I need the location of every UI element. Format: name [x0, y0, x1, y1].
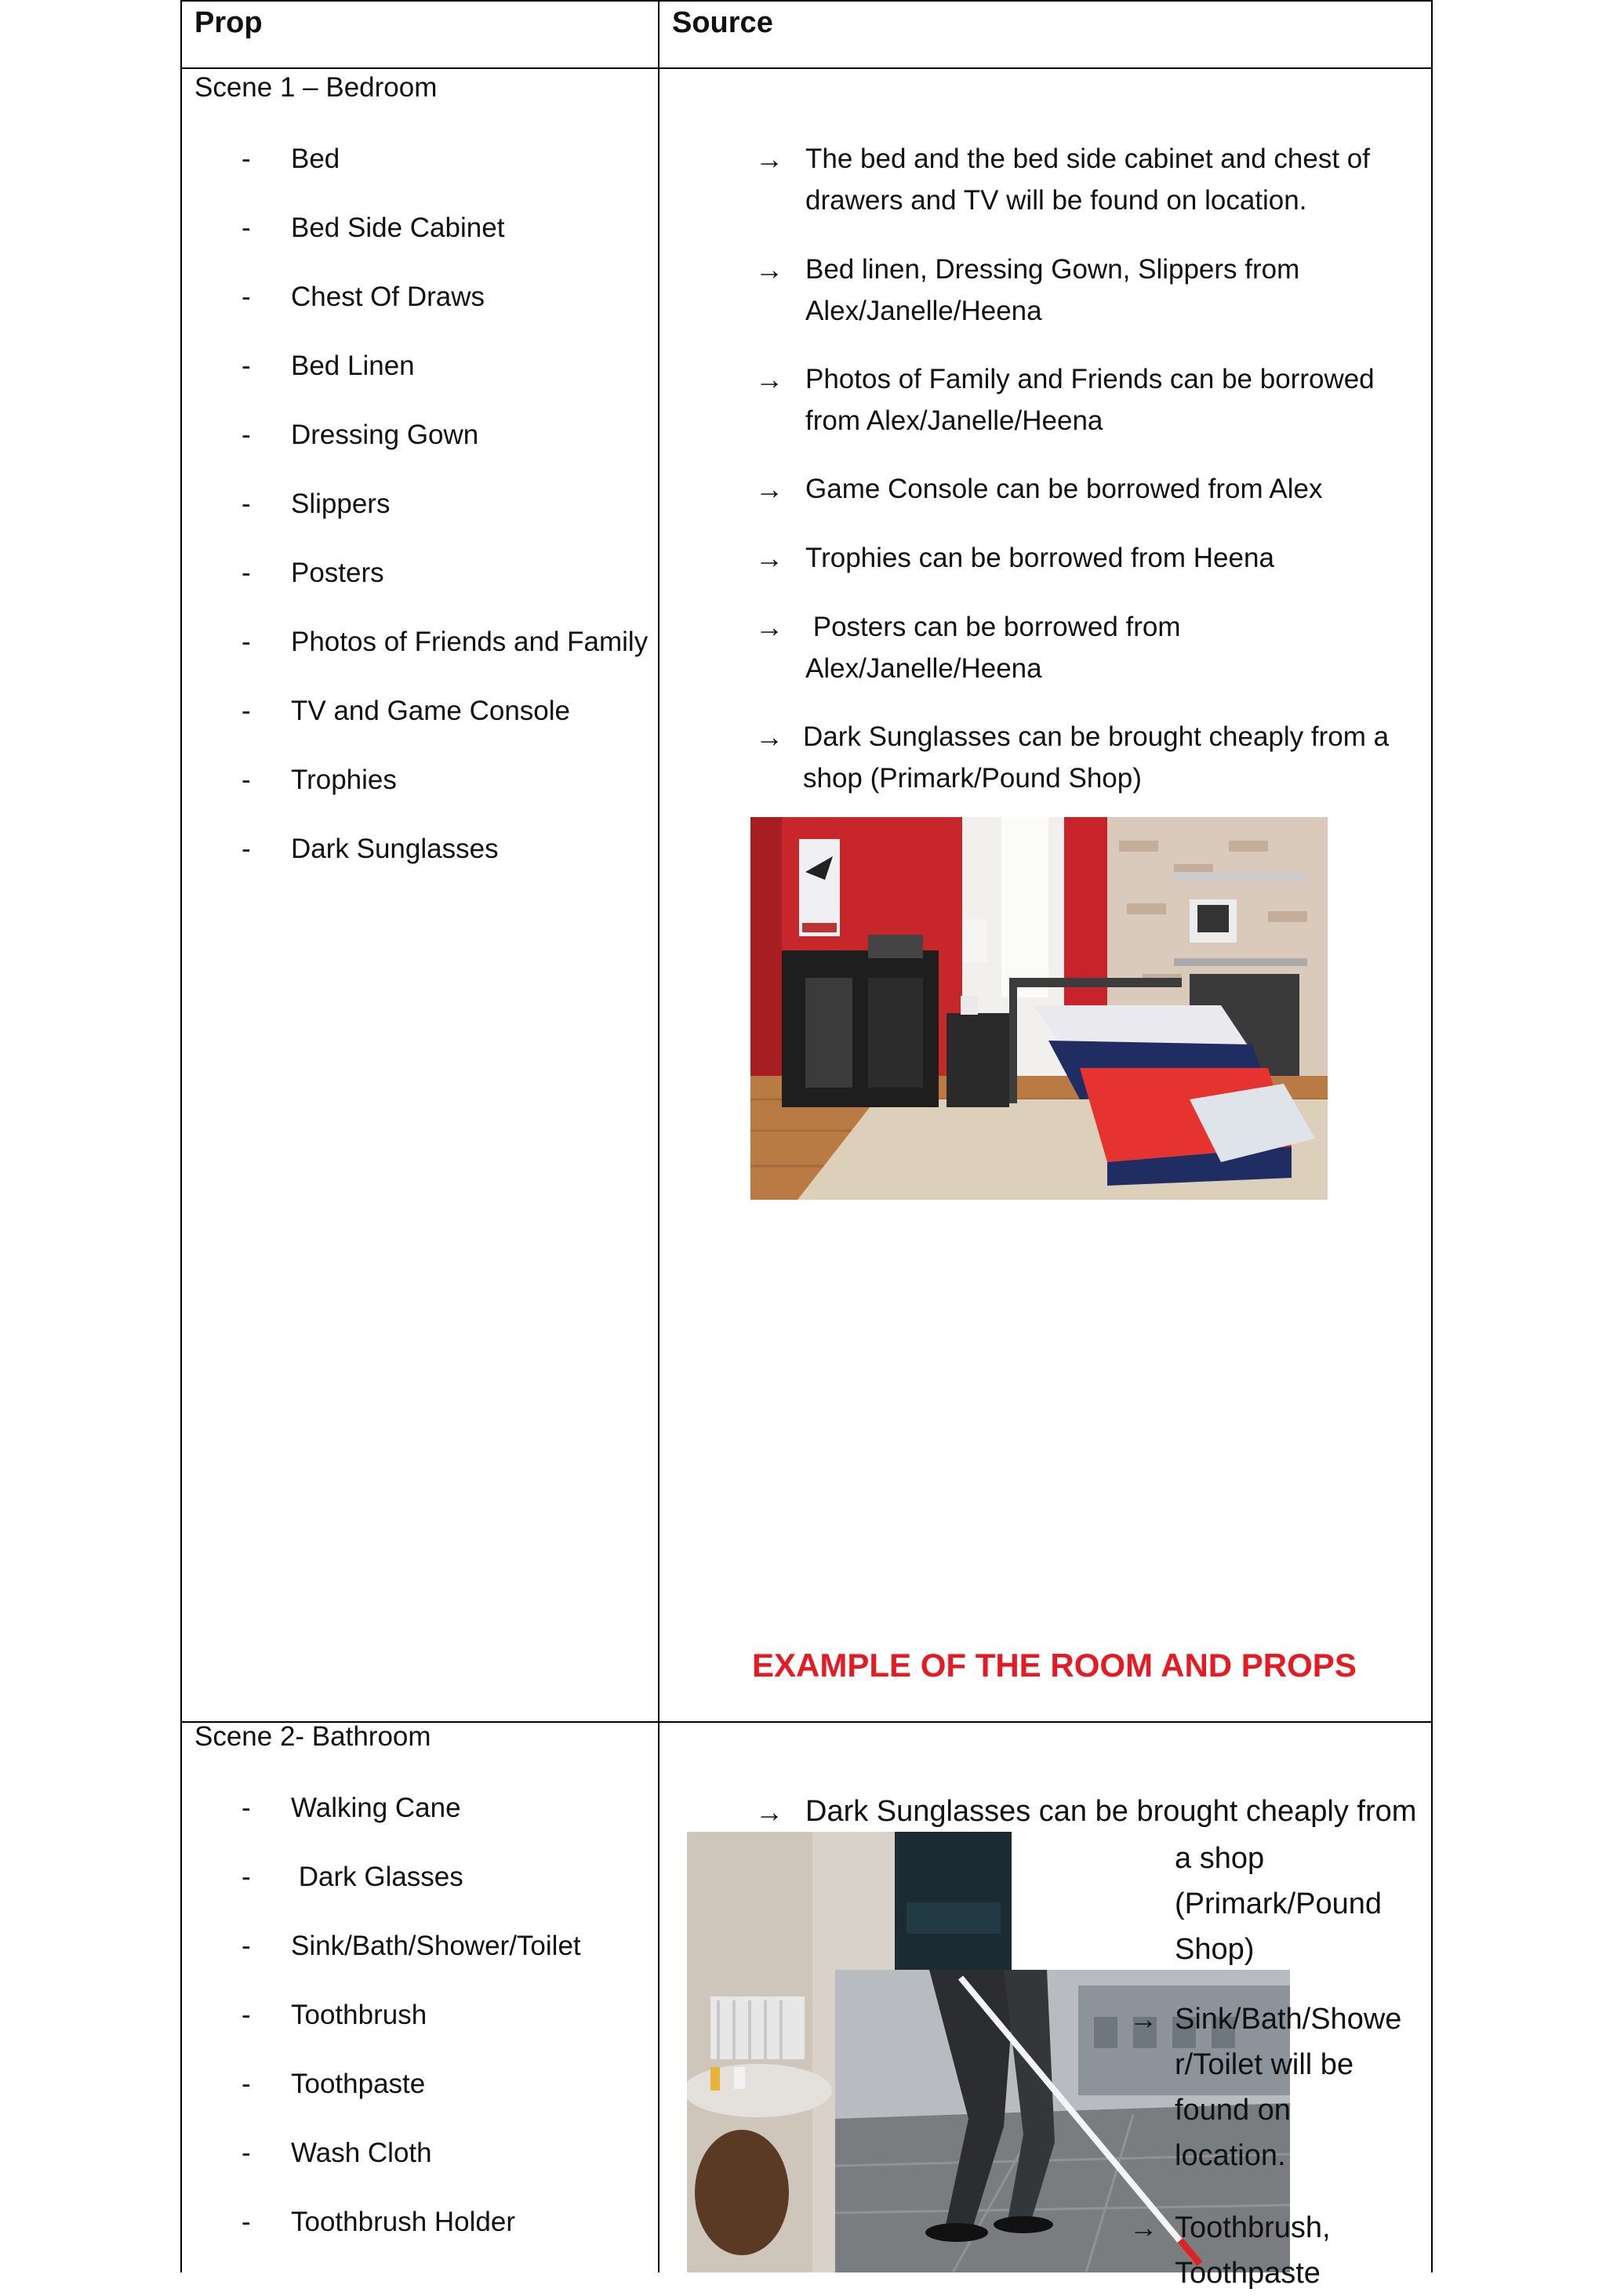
scene1-source-6: → Posters can be borrowed from Alex/Janelle/Heena	[755, 606, 1406, 689]
scene2-source-1: → Dark Sunglasses can be brought cheaply from	[755, 1791, 1416, 1833]
list-item: - Toothbrush Holder	[242, 2207, 515, 2237]
list-item: - Dressing Gown	[242, 420, 479, 450]
scene2-title: Scene 2- Bathroom	[194, 1721, 431, 1752]
list-item: - Trophies	[242, 765, 397, 795]
arrow-icon: →	[755, 721, 783, 753]
header-source: Source	[672, 6, 773, 39]
table-border-left	[180, 0, 182, 2272]
table-header-divider	[180, 67, 1433, 69]
list-item: - Bed Side Cabinet	[242, 213, 505, 243]
arrow-icon: →	[755, 611, 783, 643]
scene2-source-3: → Toothbrush, Toothpaste	[1129, 2205, 1331, 2296]
arrow-icon: →	[755, 363, 783, 395]
scene1-source-5: → Trophies can be borrowed from Heena	[755, 537, 1406, 579]
scene2-source-2: → Sink/Bath/Showe r/Toilet will be found on location.	[1129, 1996, 1401, 2178]
example-caption: EXAMPLE OF THE ROOM AND PROPS	[752, 1647, 1357, 1684]
scene1-prop-list	[242, 142, 648, 901]
list-item: - Dark Sunglasses	[242, 834, 499, 864]
list-item: - Dark Glasses	[242, 1862, 463, 1892]
scene1-source-3: → Photos of Family and Friends can be borrowed from Alex/Janelle/Heena	[755, 358, 1406, 441]
table-border-top	[180, 0, 1433, 2]
scene2-prop-list	[242, 1791, 581, 2274]
list-item: - Sink/Bath/Shower/Toilet	[242, 1931, 581, 1961]
list-item: - Wash Cloth	[242, 2138, 432, 2168]
bedroom-photo	[750, 817, 1328, 1200]
list-item: - Toothpaste	[242, 2069, 426, 2099]
arrow-icon: →	[755, 143, 783, 175]
scene1-source-7: → Dark Sunglasses can be brought cheaply from a shop (Primark/Pound Shop)	[755, 716, 1406, 799]
arrow-icon: →	[1129, 2003, 1157, 2035]
list-item: - Bed	[242, 144, 340, 174]
table-border-middle	[658, 0, 659, 2272]
table-border-right	[1431, 0, 1433, 2272]
list-item: - Posters	[242, 558, 384, 588]
list-item: - Chest Of Draws	[242, 282, 485, 312]
list-item: - Toothbrush	[242, 2000, 427, 2030]
arrow-icon: →	[755, 253, 783, 285]
scene1-title: Scene 1 – Bedroom	[194, 72, 438, 103]
scene1-source-4: → Game Console can be borrowed from Alex	[755, 468, 1406, 510]
scene1-source-2: → Bed linen, Dressing Gown, Slippers from Alex/Janelle/Heena	[755, 249, 1406, 332]
arrow-icon: →	[1129, 2211, 1157, 2243]
list-item: - TV and Game Console	[242, 696, 571, 726]
list-item: - Walking Cane	[242, 1793, 461, 1823]
list-item: - Photos of Friends and Family	[242, 627, 649, 657]
list-item: - Slippers	[242, 489, 391, 519]
arrow-icon: →	[755, 1796, 783, 1828]
scene1-source-1: → The bed and the bed side cabinet and chest of drawers and TV will be found on location.	[755, 138, 1406, 221]
arrow-icon: →	[755, 542, 783, 574]
scene2-source-1-cont: a shop (Primark/Pound Shop)	[1175, 1842, 1382, 1966]
arrow-icon: →	[755, 473, 783, 505]
header-prop: Prop	[194, 6, 263, 39]
list-item: - Bed Linen	[242, 351, 415, 381]
